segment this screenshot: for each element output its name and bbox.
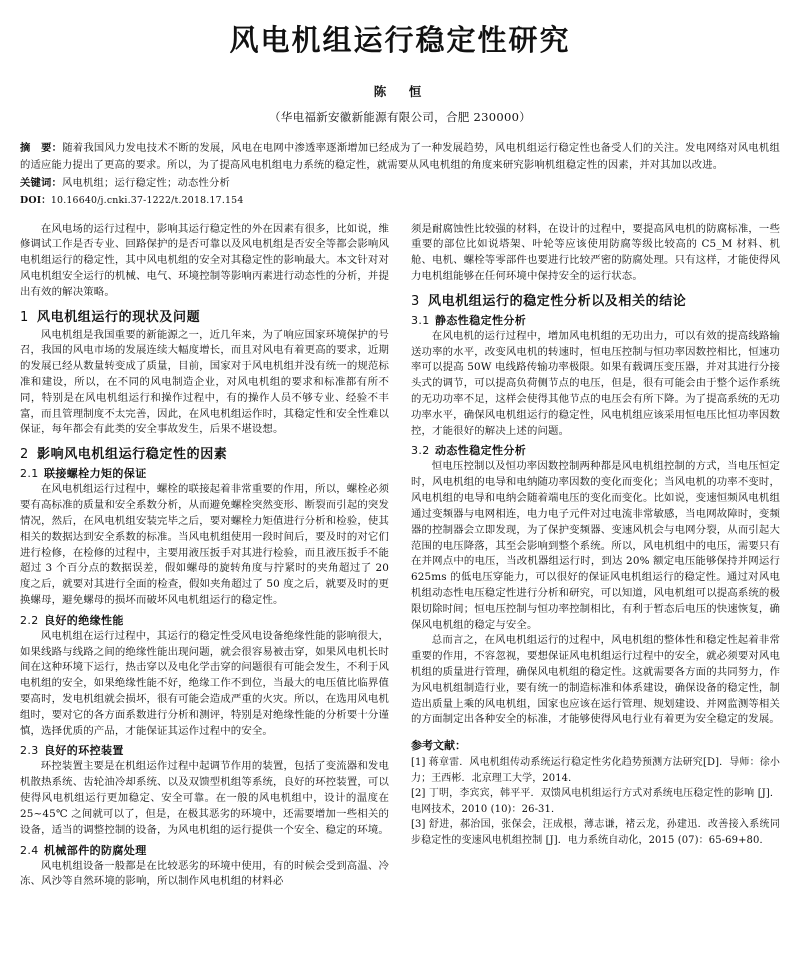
- section-3-1-number: 3.1: [411, 313, 430, 327]
- section-2-title: 影响风电机组运行稳定性的因素: [37, 447, 228, 463]
- reference-item: [3] 舒进，郝治国，张保会，汪成根，薄志谦，褚云龙，孙建迅．改善接入系统同步稳定性的变速风电机组控制 [J]．电力系统自动化，2015 (07)：65-69+80．: [411, 819, 780, 846]
- page-title: 风电机组运行稳定性研究: [229, 23, 571, 57]
- section-2-1-paragraph: 在风电机组运行过程中，螺栓的联接起着非常重要的作用，所以，螺栓必须要有高标准的质量和安全系数分析，从而避免螺栓突然变形、断裂而引起的突发情况，然后，在风电机组安装完毕之后，要对螺栓力矩值进行分析和检验，使其相关的数据达到安全系数的标准。当风电机组使用一段时间后，要及时的对它们进行检修，在检修的过程中，主要用液压扳手对其进行检验，而且液压扳手不能超过 3 个百分点的数据误差，假如螺母的旋转角度与拧紧时的夹角超过了 20 度之后，就要对其进行全面的检查，假如夹角超过了 50 度之后，就要及时的更换螺母，避免螺母的损坏而破坏风电机组运行的稳定性。: [20, 483, 389, 606]
- section-2-4-number: 2.4: [20, 843, 39, 857]
- section-2-3-title: 良好的环控装置: [44, 744, 124, 758]
- keywords-label: 关键词：: [20, 176, 62, 189]
- section-3-2-title: 动态性稳定性分析: [435, 444, 527, 458]
- section-2-4-heading: [20, 842, 389, 858]
- section-1-paragraph: 风电机组是我国重要的新能源之一，近几年来，为了响应国家环境保护的号召，我国的风电市场的发展连续大幅度增长，而且对风电有着更高的要求，近期的发展已经从数量转变成了质量，目前，国家对于风电机组并没有统一的规范标准和建设，所以，在不同的风电制造企业，对风电机组的要求和标准都有所不同，特别是在风电机组运行和操作过程中，有的操作人员不够专业、经验不丰富，而且管理制度不太完善，因此，在风电机组运作时，其稳定性和安全性难以保证，每年都会有此类的安全事故发生，后果不堪设想。: [20, 328, 389, 436]
- section-3-number: 3: [411, 293, 420, 309]
- abstract-label: 摘 要：: [20, 142, 63, 155]
- reference-item: [1] 蒋章雷．风电机组传动系统运行稳定性劣化趋势预测方法研究[D]．导师：徐小力；王西彬．北京理工大学，2014．: [411, 757, 780, 784]
- section-3-1-title: 静态性稳定性分析: [435, 313, 527, 327]
- section-3-2-paragraph: 恒电压控制以及恒功率因数控制两种都是风电机组控制的方式，当电压恒定时，风电机组的电导和电纳随功率因数的变化而变化；当风电机的功率不变时，风电机组的电导和电纳会随着端电压的变化而变化。比如说，变速恒频风电机组通过变频器与电网相连，电力电子元件对过电流非常敏感，当电网故障时，变频器的控制器会立即发现，为了保护变频器、变速风机会与电网分裂，从而引起大范围的电压降落，其至会影响到整个系统。所以，风电机组中的电压，需要只有在并网点中的电压，当改机器组运行时，到达 20% 额定电压能够保持并网运行 625ms 的低电压穿能力，可以很好的保证风电机组运行的稳定性。通过对风电机组动态性电压稳定性进行分析和研究，可以知道，风电机组可以提高系统的极限切除时间；恒电压控制与恒功率控制相比，有利于暂态后电压的快速恢复，确保风电机组的稳定与安全。: [411, 460, 780, 631]
- section-2-3-paragraph: 环控装置主要是在机组运作过程中起调节作用的装置，包括了变流器和发电机散热系统、齿轮油冷却系统、以及双馈型机组等系统，良好的环控装置，可以使得风电机组运行更加稳定、安全可靠。在一般的风电机组中，设计的温度在 25~45℃ 之间就可以了，但是，在极其恶劣的环境中，还需要增加一些相关的设备，适当的调整控制的设备，为风电机组的运行提供一个安全、稳定的环境。: [20, 760, 389, 836]
- section-2-1-number: 2.1: [20, 467, 39, 481]
- abstract-paragraph: [20, 140, 780, 173]
- left-column: [20, 222, 389, 891]
- section-2-2-number: 2.2: [20, 613, 39, 627]
- section-3-2-heading: [411, 442, 780, 458]
- continuation-paragraph: 须是耐腐蚀性比较强的材料，在设计的过程中，要提高风电机的防腐标准，一些重要的部位比如说塔架、叶轮等应该使用防腐等级比较高的 C5_M 材料、机舱、电机、螺栓等零部件也要进行比较严密的防腐处理。只有这样，才能使得风力电机组能够在任何环境中保持安全的运行状态。: [411, 222, 780, 282]
- section-3-1-paragraph: 在风电机的运行过程中，增加风电机组的无功出力，可以有效的提高线路输送功率的水平，改变风电机的转速时，恒电压控制与恒功率因数控相比，恒速功率可以提高 50W 电线路传输功率极限。如果有载调压变压器，并对其进行分接头式的调节，可以提高负荷侧节点的电压，但是，很有可能会由于整个运作系统的无功功率不足，这样会使得其他节点的电压会有所下降。为了提高系统的无功功率水平，确保风电机组运行的稳定性，风电机组应该采用恒电压比恒功率因数控，才能很好的解决上述的问题。: [411, 329, 780, 437]
- section-2-heading: [20, 443, 389, 462]
- conclusion-paragraph: 总而言之，在风电机组运行的过程中，风电机组的整体性和稳定性起着非常重要的作用，不容忽视，要想保证风电机组运行过程中的安全，就必须要对风电机组的质量进行管理，确保风电机组的稳定性。这就需要各方面的共同努力，作为风电机组制造行业，要有统一的制造标准和体系建设，确保设备的稳定性，制造出质量上乘的风电机组，国家也应该在运行管理、规划建设、并网监测等相关的方面制定出各种安全的标准，才能够使得风电行业有着更为安全稳定的发展。: [411, 634, 780, 726]
- section-3-1-heading: [411, 312, 780, 328]
- reference-item: [2] 丁明，李宾宾，韩平平．双馈风电机组运行方式对系统电压稳定性的影响 [J]．电网技术，2010 (10)：26-31．: [411, 788, 780, 815]
- body-columns: [20, 222, 780, 891]
- section-2-4-title: 机械部件的防腐处理: [44, 843, 147, 857]
- section-1-heading: [20, 306, 389, 325]
- section-2-3-heading: [20, 742, 389, 758]
- section-2-2-title: 良好的绝缘性能: [44, 613, 124, 627]
- abstract-block: [20, 140, 780, 208]
- section-3-heading: [411, 290, 780, 309]
- section-2-1-title: 联接螺栓力矩的保证: [44, 467, 147, 481]
- section-3-title: 风电机组运行的稳定性分析以及相关的结论: [428, 293, 687, 309]
- intro-paragraph: 在风电场的运行过程中，影响其运行稳定性的外在因素有很多，比如说，维修调试工作是否专业、回路保护的是否可靠以及风电机组是否安全等都会影响风电机组运行的稳定性，其中风电机组的安全对其稳定性的影响最大。本文针对对风电机组安全运行的机械、电气、环境控制等影响丙素进行动态性的分析，并提出有效的解决策略。: [20, 222, 389, 298]
- section-2-3-number: 2.3: [20, 744, 39, 758]
- section-3-2-number: 3.2: [411, 444, 430, 458]
- section-2-1-heading: [20, 465, 389, 481]
- section-2-number: 2: [20, 447, 29, 463]
- doi-label: DOI：: [20, 195, 51, 207]
- doi-line: [20, 193, 780, 208]
- author-affiliation: （华电福新安徽新能源有限公司，合肥 230000）: [268, 110, 532, 125]
- section-2-2-paragraph: 风电机组在运行过程中，其运行的稳定性受风电设备绝缘性能的影响很大，如果线路与线路之间的绝缘性能出现问题，就会很容易被击穿，如果风电机长时间在这种环境下运行，热击穿以及电化学击穿的问题很有可能会发生，不利于风电机组的安全，如果绝缘性能不好，绝缘工作不到位，当最大的电压值比临界值要高时，发电机组就会损坏，很有可能会造成严重的火灾。所以，在选用风电机组时，要对它的各方面系数进行分析和测评，特别是对绝缘性能的分析要十分谨慎，选择优质的产品，才能保证其运作过程中的安全。: [20, 629, 389, 737]
- keywords-line: [20, 175, 780, 192]
- keywords-text: 风电机组；运行稳定性；动态性分析: [62, 176, 230, 189]
- doi-value: 10.16640/j.cnki.37-1222/t.2018.17.154: [50, 195, 244, 207]
- section-1-number: 1: [20, 309, 29, 325]
- references-section: [411, 737, 780, 848]
- references-heading: 参考文献：: [411, 739, 466, 753]
- author-name: 陈 恒: [373, 84, 427, 100]
- section-2-2-heading: [20, 612, 389, 628]
- section-2-4-paragraph: 风电机组设备一般都是在比较恶劣的环境中使用，有的时候会受到高温、冷冻、风沙等自然环境的影响，所以制作风电机组的材料必: [20, 859, 389, 888]
- section-1-title: 风电机组运行的现状及问题: [37, 309, 201, 325]
- right-column: [411, 222, 780, 891]
- abstract-text: 随着我国风力发电技术不断的发展，风电在电网中渗透率逐渐增加已经成为了一种发展趋势，风电机组运行稳定性也备受人们的关注。发电网络对风电机组的适应能力提出了更高的要求。所以，为了提高风电机组电力系统的稳定性，就需要从风电机组的角度来研究影响机组稳定性的因素，并对其加以改进。: [20, 142, 780, 171]
